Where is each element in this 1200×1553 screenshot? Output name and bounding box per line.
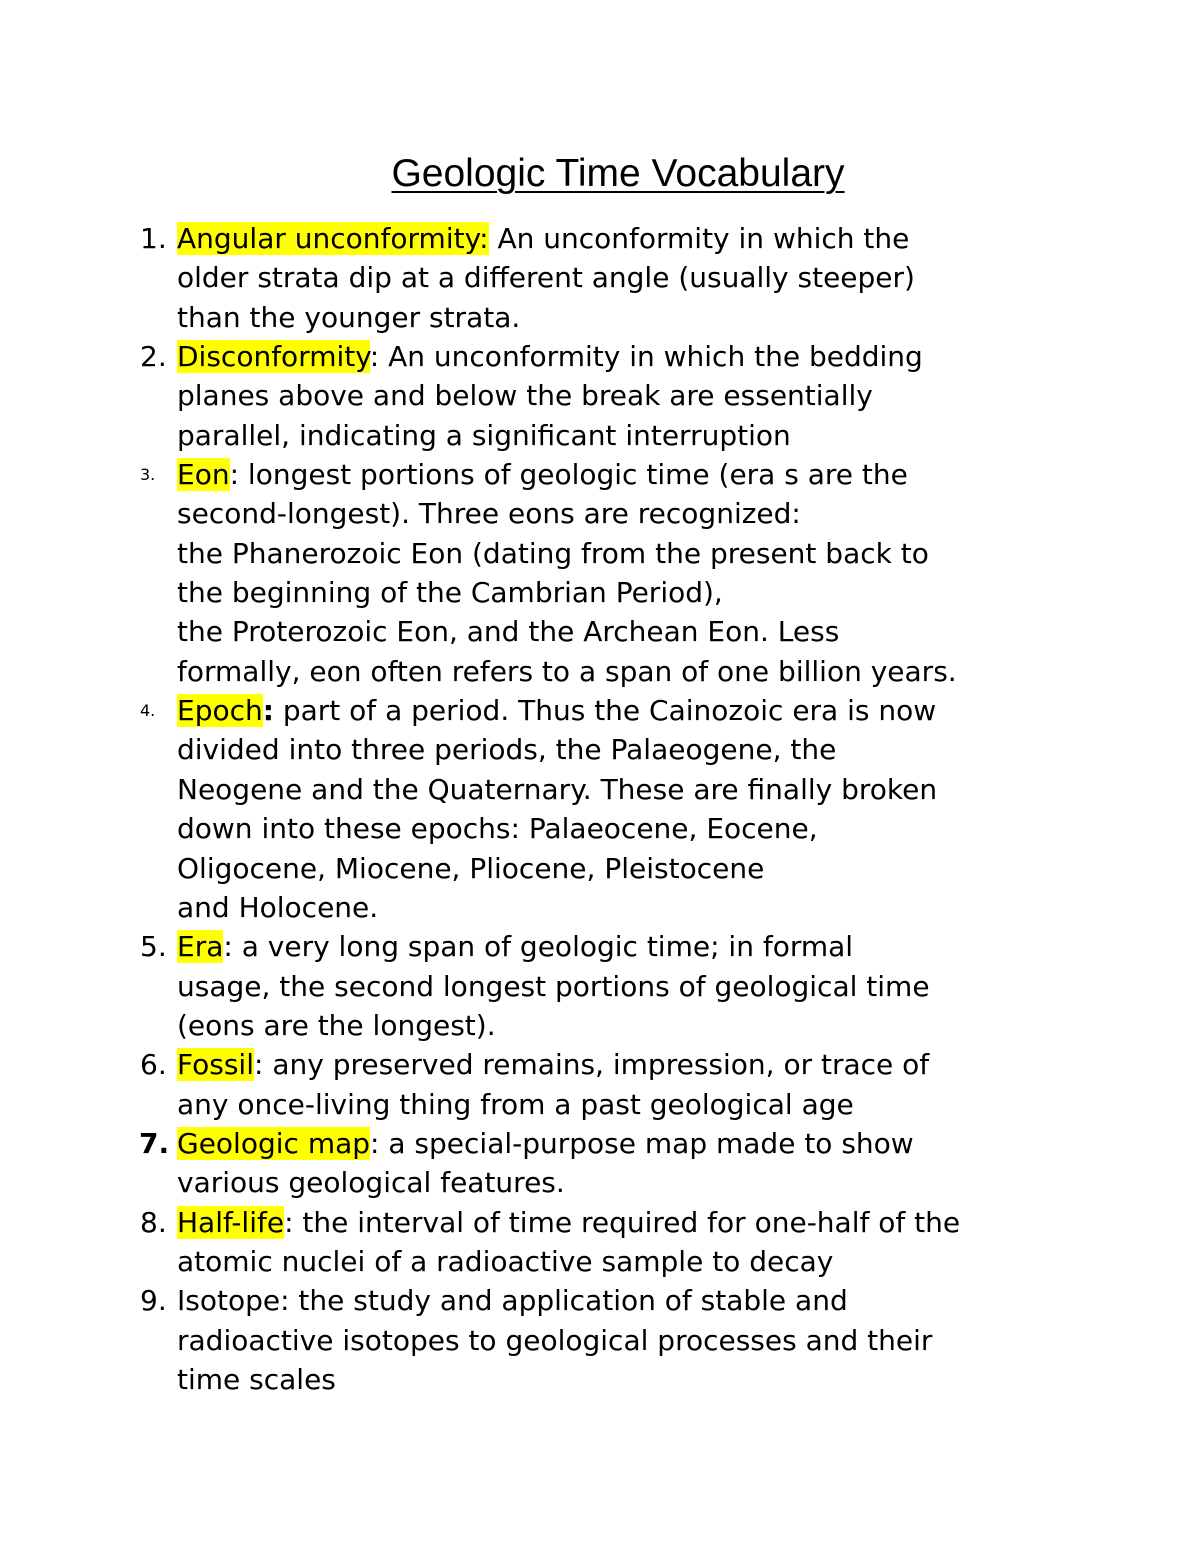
definition-line: planes above and below the break are essentially — [177, 379, 873, 413]
definition-line: various geological features. — [177, 1166, 565, 1200]
item-number: 8. — [140, 1205, 167, 1239]
term-highlight: Fossil — [177, 1048, 254, 1082]
definition-line: divided into three periods, the Palaeogene, the — [177, 733, 837, 767]
definition-line — [177, 927, 1100, 966]
definition-line — [177, 455, 1100, 494]
definition-line: usage, the second longest portions of geological time — [177, 969, 930, 1003]
definition-line: Oligocene, Miocene, Pliocene, Pleistocene — [177, 851, 765, 885]
item-number: 5. — [140, 930, 167, 964]
item-number: 9. — [140, 1284, 167, 1318]
item-number: 2. — [140, 340, 167, 374]
term-suffix: : — [370, 1126, 380, 1160]
item-number: 1. — [140, 222, 167, 255]
item-number: 7. — [139, 1126, 170, 1160]
item-number: 3. — [140, 465, 156, 485]
definition-line: parallel, indicating a significant interruption — [177, 418, 791, 452]
definition-line: time scales — [177, 1362, 336, 1396]
definition-line — [177, 337, 1100, 376]
item-number: 6. — [140, 1048, 167, 1082]
list-item — [0, 927, 1200, 1045]
term-highlight: Angular unconformity: — [177, 222, 489, 255]
definition-text: An unconformity in which the — [488, 222, 910, 255]
term-suffix: : — [369, 340, 380, 374]
definition-line: Neogene and the Quaternary. These are finally broken — [177, 772, 938, 806]
definition-text: An unconformity in which the bedding — [379, 340, 923, 374]
page-title: Geologic Time Vocabulary — [391, 152, 845, 195]
definition-text: a special-purpose map made to show — [379, 1126, 914, 1160]
list-item — [0, 219, 1200, 337]
definition-line: and Holocene. — [177, 890, 379, 924]
term-highlight: Era — [177, 930, 224, 964]
definition-line — [177, 691, 1100, 730]
list-item — [0, 1124, 1200, 1203]
term-highlight: Disconformity — [177, 340, 370, 374]
definition-line: the Proterozoic Eon, and the Archean Eon. Less — [177, 615, 840, 649]
definition-text: longest portions of geologic time (era s are the — [239, 458, 908, 492]
list-item — [0, 337, 1200, 455]
definition-line — [177, 1203, 1100, 1242]
term-highlight: Half-life — [177, 1205, 285, 1239]
term-highlight: Eon — [177, 458, 230, 492]
list-item — [0, 691, 1200, 927]
list-item — [0, 455, 1200, 691]
term-highlight: Geologic map — [177, 1126, 371, 1160]
list-item — [0, 1281, 1200, 1399]
vocabulary-list — [0, 219, 1200, 1399]
definition-line: older strata dip at a different angle (usually steeper) — [177, 261, 915, 295]
definition-line: down into these epochs: Palaeocene, Eocene, — [177, 812, 818, 846]
term-suffix: : — [223, 930, 233, 964]
term-suffix: : — [229, 458, 240, 492]
definition-line: radioactive isotopes to geological processes and their — [177, 1323, 933, 1357]
term-suffix: : — [262, 694, 274, 728]
definition-text: a very long span of geologic time; in formal — [232, 930, 854, 964]
list-item — [0, 1045, 1200, 1124]
definition-line: than the younger strata. — [177, 300, 521, 334]
definition-line: any once-living thing from a past geological age — [177, 1087, 854, 1121]
definition-text: part of a period. Thus the Cainozoic era is now — [273, 694, 937, 728]
term-suffix: : — [253, 1048, 264, 1082]
item-number: 4. — [140, 701, 156, 721]
definition-line — [177, 219, 1100, 258]
definition-line: Isotope: the study and application of stable and — [177, 1284, 848, 1318]
definition-line: formally, eon often refers to a span of one billion years. — [177, 654, 957, 688]
definition-line: atomic nuclei of a radioactive sample to decay — [177, 1244, 834, 1278]
term-suffix: : — [284, 1205, 294, 1239]
definition-line: the Phanerozoic Eon (dating from the present back to — [177, 536, 929, 570]
definition-line — [177, 1124, 1100, 1163]
term-highlight: Epoch — [177, 694, 263, 728]
definition-text: any preserved remains, impression, or trace of — [263, 1048, 930, 1082]
definition-line: second-longest). Three eons are recognized: — [177, 497, 801, 531]
definition-line: the beginning of the Cambrian Period), — [177, 576, 723, 610]
list-item — [0, 1203, 1200, 1282]
definition-line: (eons are the longest). — [177, 1008, 496, 1042]
definition-text: the interval of time required for one-half of the — [293, 1205, 961, 1239]
definition-line — [177, 1045, 1100, 1084]
